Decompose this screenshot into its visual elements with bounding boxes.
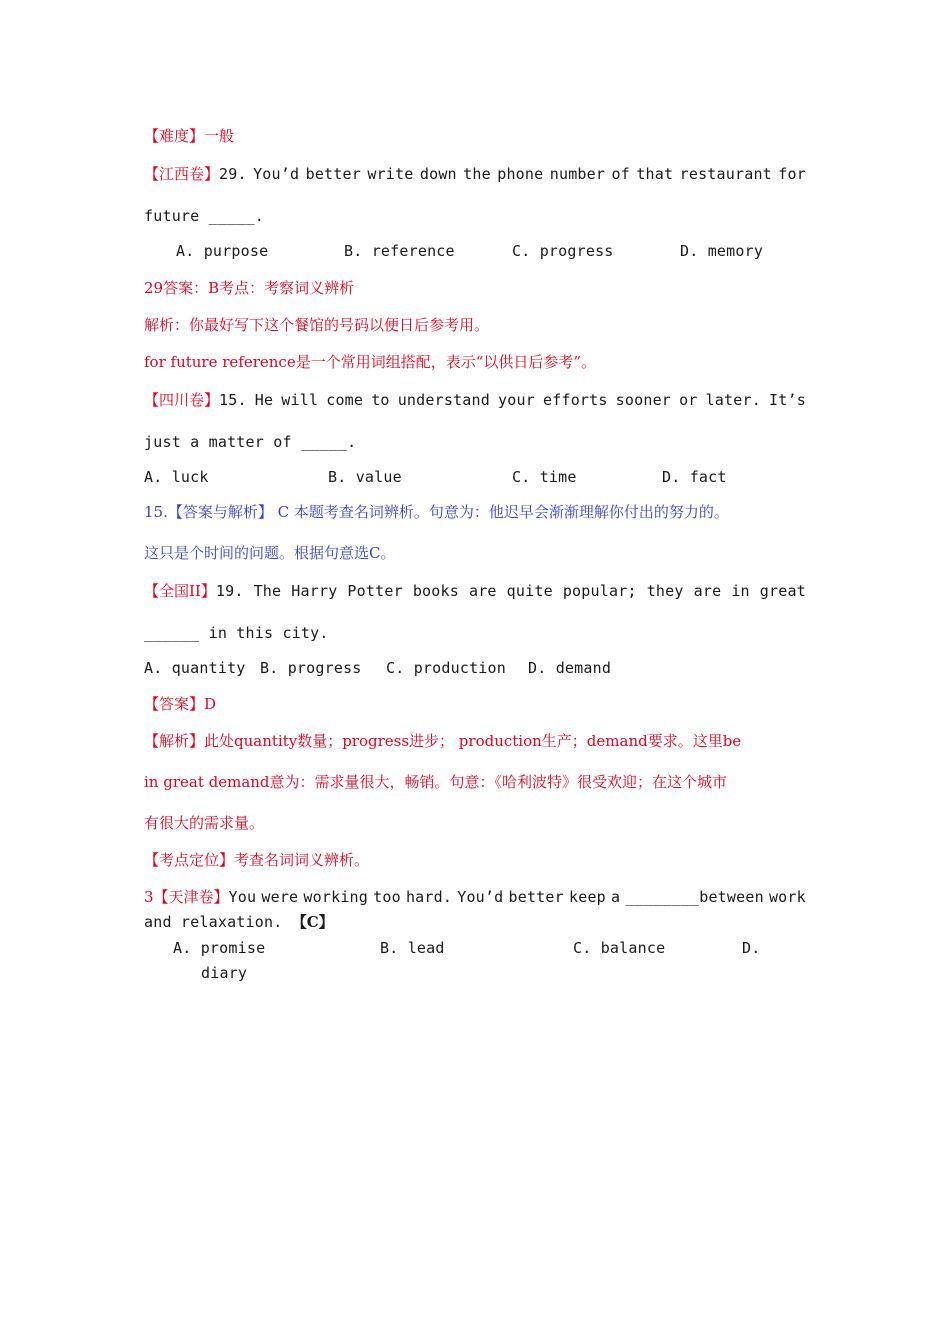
stem-word: are	[693, 582, 722, 600]
stem-word: phone	[497, 165, 544, 183]
difficulty-line	[144, 125, 806, 147]
q3-stem-text: and relaxation.	[144, 913, 292, 931]
stem-word: were	[261, 888, 299, 906]
q15-stem-line2: just a matter of _____.	[144, 433, 357, 451]
q29-note: for future reference是一个常用词组搭配，表示“以供日后参考”。	[144, 353, 597, 371]
q15-stem-line1	[144, 389, 806, 411]
stem-word: the	[463, 165, 491, 183]
stem-word: ________between	[625, 888, 764, 906]
stem-word: come	[326, 391, 364, 409]
q19-explanation-line2: in great demand意为：需求量很大，畅销。句意：《哈利波特》很受欢迎；在这个城市	[144, 773, 728, 791]
q3-stem-line1	[144, 886, 806, 908]
stem-word: working	[303, 888, 369, 906]
stem-word: work	[768, 888, 806, 906]
stem-word: The	[253, 582, 282, 600]
stem-word: 15.	[219, 391, 247, 409]
stem-word: better	[305, 165, 361, 183]
q19-option-a: A. quantity	[144, 659, 246, 677]
stem-word: later.	[705, 391, 761, 409]
stem-word: a	[611, 888, 621, 906]
q3-stem-line2	[144, 911, 806, 933]
stem-word: in	[731, 582, 750, 600]
q3-option-a: A. promise	[173, 939, 266, 957]
stem-word: they	[646, 582, 684, 600]
stem-word: or	[679, 391, 698, 409]
stem-word: great	[759, 582, 806, 600]
q29-answer: 29答案：B考点：考察词义辨析	[144, 279, 355, 297]
q19-option-d: D. demand	[528, 659, 612, 677]
stem-word: It’s	[769, 391, 806, 409]
q19-answer: 【答案】D	[144, 695, 217, 713]
q29-option-b: B. reference	[344, 242, 455, 260]
q29-explanation: 解析：你最好写下这个餐馆的号码以便日后参考用。	[144, 316, 490, 334]
stem-word: for	[778, 165, 806, 183]
q29-stem-line1	[144, 163, 806, 185]
stem-word: He	[254, 391, 274, 409]
difficulty-tag: 【难度】	[144, 127, 205, 145]
stem-word: down	[419, 165, 457, 183]
stem-word: sooner	[615, 391, 672, 409]
stem-word: will	[281, 391, 319, 409]
q19-option-b: B. progress	[260, 659, 362, 677]
stem-word: write	[367, 165, 414, 183]
q3-option-c: C. balance	[573, 939, 666, 957]
q29-option-d: D. memory	[680, 242, 764, 260]
stem-word: You’d	[457, 888, 504, 906]
q19-explanation-line1: 【解析】此处quantity数量；progress进步； production生产；demand要求。这里be	[144, 732, 742, 750]
q15-option-b: B. value	[328, 468, 402, 486]
q3-option-d-text: diary	[201, 964, 248, 982]
q3-option-b: B. lead	[380, 939, 445, 957]
stem-word: Potter	[347, 582, 403, 600]
stem-word: You’d	[253, 165, 300, 183]
stem-word: 19.	[215, 582, 244, 600]
q29-option-a: A. purpose	[176, 242, 269, 260]
stem-word: your	[498, 391, 535, 409]
stem-word: books	[412, 582, 459, 600]
stem-word: keep	[568, 888, 606, 906]
stem-word: You	[228, 888, 257, 906]
stem-word: efforts	[543, 391, 608, 409]
stem-word: too	[373, 888, 401, 906]
q15-answer-line2: 这只是个时间的问题。根据句意选C。	[144, 544, 396, 562]
q3-source: 3【天津卷】	[144, 888, 229, 906]
q19-option-c: C. production	[386, 659, 506, 677]
stem-word: of	[611, 165, 630, 183]
q15-option-c: C. time	[512, 468, 577, 486]
q29-stem-line2: future _____.	[144, 207, 264, 225]
q3-answer: 【C】	[291, 913, 334, 931]
stem-word: number	[549, 165, 606, 183]
q19-stem-line1	[144, 580, 806, 602]
difficulty-value: 一般	[204, 127, 235, 145]
q3-option-d: D.	[742, 939, 761, 957]
q15-answer-line1: 15.【答案与解析】 C 本题考查名词辨析。句意为：他迟早会渐渐理解你付出的努力的。	[144, 503, 729, 521]
stem-word: to	[371, 391, 390, 409]
stem-word: hard.	[405, 888, 453, 906]
stem-word: restaurant	[679, 165, 772, 183]
q19-explanation-line3: 有很大的需求量。	[144, 814, 265, 832]
q15-option-d: D. fact	[662, 468, 727, 486]
q15-option-a: A. luck	[144, 468, 209, 486]
stem-word: are	[468, 582, 497, 600]
stem-word: better	[508, 888, 564, 906]
stem-word: understand	[397, 391, 490, 409]
stem-word: popular;	[562, 582, 637, 600]
q29-source: 【江西卷】	[144, 165, 220, 183]
q29-option-c: C. progress	[512, 242, 614, 260]
q19-point: 【考点定位】考查名词词义辨析。	[144, 851, 370, 869]
stem-word: that	[636, 165, 674, 183]
stem-word: quite	[506, 582, 553, 600]
q15-source: 【四川卷】	[144, 391, 220, 409]
q19-stem-line2: ______ in this city.	[144, 624, 329, 642]
q19-source: 【全国II】	[144, 582, 216, 600]
stem-word: 29.	[219, 165, 247, 183]
stem-word: Harry	[291, 582, 338, 600]
